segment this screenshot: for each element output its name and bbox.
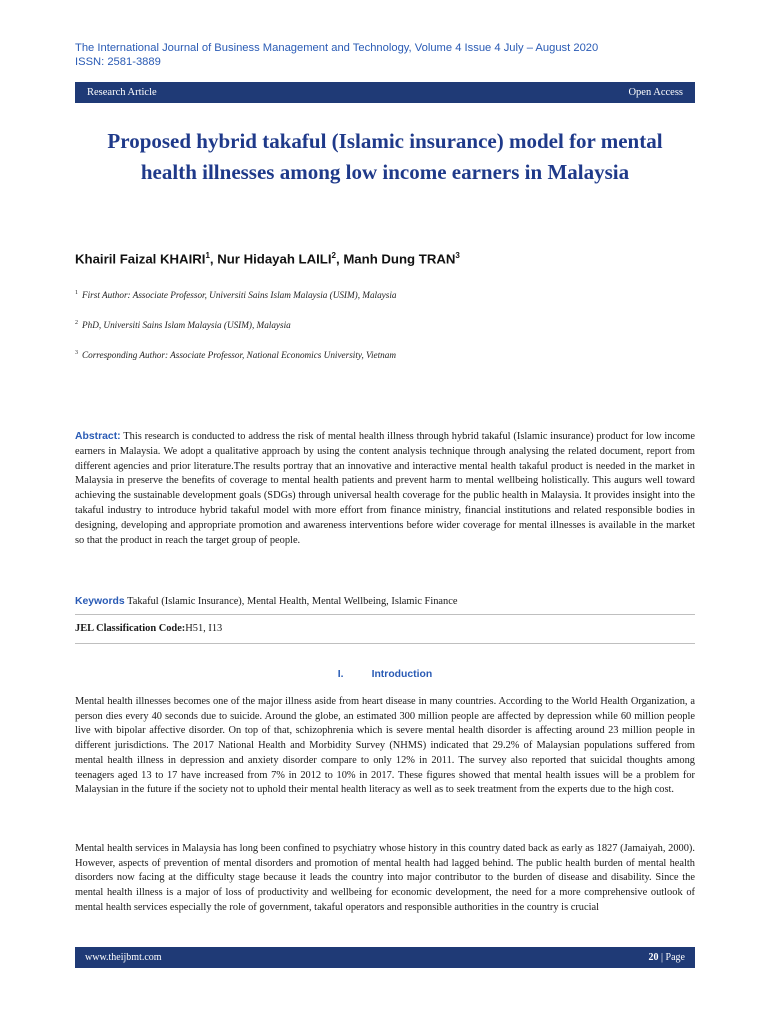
- affiliation: [75, 290, 695, 300]
- author-affiliation-mark: 3: [455, 251, 460, 260]
- author-name: Nur Hidayah LAILI: [217, 251, 332, 267]
- article-type-label: Research Article: [87, 87, 157, 98]
- author-separator: ,: [209, 251, 218, 267]
- author-affiliation-mark: 1: [205, 251, 210, 260]
- page-number-block: [649, 952, 685, 963]
- author-separator: ,: [335, 251, 344, 267]
- body-paragraph: Mental health services in Malaysia has long been confined to psychiatry whose history in this country dated back as early as 1827 (Jamaiyah, 2000). However, aspects of prevention of mental disorders and promotion of mental health had lagged behind. The public health burden of mental health disorders now facing at the difficulty stage because it leads the country into major contributor to the burden of disease and disability. Since the mental health illness is a major of loss of productivity and wellbeing for economic development, the need for a more comprehensive outlook of mental health services especially the role of government, takaful operators and responsible authorities in the country is crucial: [75, 843, 695, 913]
- jel-classification: [75, 623, 695, 634]
- page-footer: [75, 947, 695, 968]
- section-title: Introduction: [371, 669, 433, 680]
- affiliation: [75, 350, 695, 360]
- divider: [75, 643, 695, 644]
- affiliation-number: 3: [75, 350, 78, 356]
- keywords-label: Keywords: [75, 596, 125, 607]
- keywords: [75, 596, 695, 607]
- affiliation: [75, 320, 695, 330]
- article-type-bar: [75, 82, 695, 103]
- author-name: Manh Dung TRAN: [343, 251, 456, 267]
- jel-label: JEL Classification Code:: [75, 623, 186, 634]
- affiliation-number: 2: [75, 320, 78, 326]
- body-paragraph: Mental health illnesses becomes one of the major illness aside from heart disease in many countries. According to the World Health Organization, a person dies every 40 seconds due to suicide. Around the globe, an estimated 300 million people are affected by depression while 60 million people live with bipolar affective disorder. On top of that, schizophrenia which is severe mental health disorder is affecting around 23 million people in different jurisdictions. The 2017 National Health and Morbidity Survey (NHMS) indicated that 29.2% of Malaysian populations suffered from mental health illness in depression and anxiety disorder compare to only 12% in 2011. The survey also reported that suicidal thoughts among teenagers aged 13 to 17 have increased from 7% in 2012 to 10% in 2017. These figures showed that mental health issues will be a problem for Malaysian in the future if the society not to uphold their mental health literacy as well as to seek treatment from the experts due to the high cost.: [75, 696, 695, 796]
- journal-issn: ISSN: 2581-3889: [75, 56, 161, 68]
- affiliation-text: Corresponding Author: Associate Professor, National Economics University, Vietnam: [82, 350, 396, 361]
- author-name: Khairil Faizal KHAIRI: [75, 251, 206, 267]
- abstract: [75, 430, 695, 548]
- abstract-text: This research is conducted to address the risk of mental health illness through hybrid takaful (Islamic insurance) product for low income earners in Malaysia. We adopt a qualitative approach by using the content analysis technique through analysing the related document, report from different agencies and prior literature.The results portray that an innovative and interactive mental health takaful product is needed in the market in Malaysia in preserve the benefits of coverage to mental health patients and prevent harm to mental wellbeing holistically. This augurs well toward achieving the sustainable development goals (SDGs) through universal health coverage for the public health in Malaysia. It provides insight into the takaful industry to introduce hybrid takaful model with more effort from finance ministry, financial institutions and related responsible bodies in designing, developing and appropriate promotion and awareness interventions before wider coverage for mental illnesses is available in the market so that the product in reach the target group of people.: [75, 431, 695, 546]
- affiliation-number: 1: [75, 290, 78, 296]
- page-label: | Page: [661, 952, 685, 963]
- abstract-label: Abstract:: [75, 431, 121, 442]
- page-number: 20: [648, 952, 659, 963]
- open-access-label: Open Access: [628, 87, 683, 98]
- affiliation-text: PhD, Universiti Sains Islam Malaysia (USIM), Malaysia: [82, 320, 291, 331]
- journal-url[interactable]: www.theijbmt.com: [85, 952, 162, 963]
- author-list: [75, 251, 695, 266]
- journal-citation: The International Journal of Business Management and Technology, Volume 4 Issue 4 July – August 2020: [75, 42, 599, 54]
- keywords-text: Takaful (Islamic Insurance), Mental Health, Mental Wellbeing, Islamic Finance: [127, 596, 458, 607]
- author-affiliation-mark: 2: [331, 251, 336, 260]
- section-heading: [75, 669, 695, 680]
- section-number: I.: [337, 669, 344, 680]
- divider: [75, 614, 695, 615]
- journal-header: [75, 41, 705, 69]
- affiliation-text: First Author: Associate Professor, Universiti Sains Islam Malaysia (USIM), Malaysia: [82, 290, 397, 301]
- jel-codes: H51, I13: [185, 623, 223, 634]
- paper-title: Proposed hybrid takaful (Islamic insurance) model for mental health illnesses among low income earners in Malaysia: [107, 129, 663, 184]
